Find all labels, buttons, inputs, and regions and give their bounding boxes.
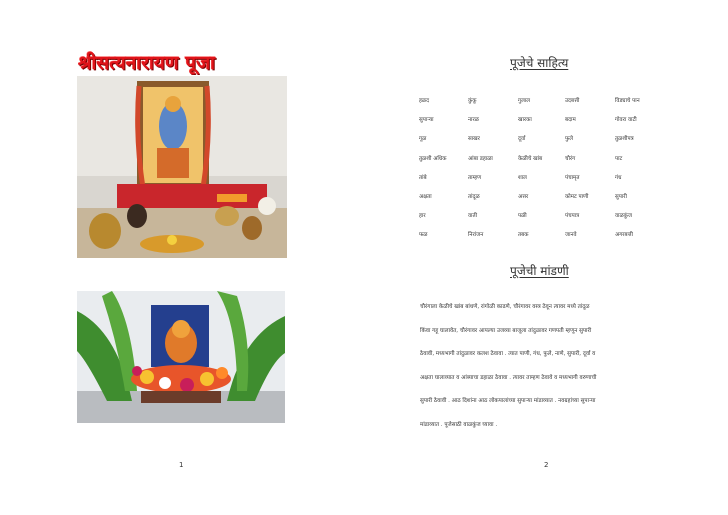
material-item: साखर	[468, 136, 480, 143]
material-item: दूर्वा	[518, 136, 526, 143]
page-title: श्रीसत्यनारायण पूजा	[78, 52, 216, 74]
materials-heading: पूजेचे साहित्य	[510, 56, 569, 70]
material-item: निरांजन	[468, 232, 484, 239]
paragraph-line: किंवा गहू घालावेत, चौरंगावर आपल्या उजव्या बाजूला तांदुळावर गणपती म्हणून सुपारी	[420, 327, 592, 334]
paragraph-line: ठेवावी, मध्यभागी तांदुळावर कलश ठेवावा . त्यात पाणी, गंध, फुले, नाणे, सुपारी, दूर्वा व	[420, 351, 596, 357]
material-item: पळी	[518, 213, 527, 220]
material-item: वाळकुंज	[615, 213, 632, 220]
shrine-photo	[77, 76, 287, 258]
material-item: अक्षता	[419, 193, 432, 200]
material-item: पंचामृत	[565, 174, 580, 181]
page-number: 1	[179, 461, 184, 469]
paragraph-line: सुपारी ठेवावी . आठ दिशांना आठ लोकपालांच्या सुपाऱ्या मांडाव्यात . नवग्रहांच्या सुपाऱ्या	[420, 398, 596, 404]
material-item: वाती	[468, 213, 478, 220]
material-item: तुळशी अधिक	[419, 155, 447, 162]
material-item: बदाम	[565, 117, 576, 124]
material-item: सुपाऱ्या	[419, 117, 434, 124]
material-item: शाल	[518, 174, 527, 181]
material-item: उदबत्ती	[565, 98, 580, 104]
material-item: अत्तर	[518, 193, 529, 200]
materials-list	[419, 96, 679, 250]
ganesha-photo	[77, 291, 285, 423]
material-item: तांदूळ	[468, 193, 480, 200]
material-item: गंध	[615, 174, 622, 181]
material-item: फळ	[419, 232, 428, 239]
material-item: हार	[419, 213, 426, 220]
material-item: हळद	[419, 98, 430, 104]
material-item: गूळ	[419, 136, 427, 143]
paragraph-line: चौरंगाला केळीचे खांब बांधणे, रांगोळी काढणे, चौरंगावर वस्त्र ठेवून त्यावर मध्ये तांदूळ	[420, 304, 590, 310]
material-item: तुळशीपत्र	[615, 136, 634, 143]
material-item: केळीचे खांब	[518, 155, 543, 162]
material-item: गुलाल	[518, 98, 530, 104]
material-item: कुंकू	[468, 98, 477, 104]
material-item: तबक	[518, 232, 529, 239]
page-number: 2	[544, 461, 549, 469]
material-item: सुपारी	[615, 193, 627, 200]
material-item: गोवरा वाटी	[615, 117, 637, 124]
material-item: फुले	[565, 136, 573, 143]
material-item: पाट	[615, 155, 623, 162]
material-item: कोमट पाणी	[565, 193, 589, 200]
material-item: आंबा डहाळा	[468, 155, 493, 162]
material-item: चौरंग	[565, 155, 576, 162]
material-item: जानवे	[565, 232, 577, 239]
material-item: ताम्हण	[468, 174, 482, 181]
material-item: तांबे	[419, 174, 427, 181]
material-item: पंचपात्र	[565, 213, 580, 220]
right-page	[364, 0, 728, 515]
material-item: अगरबत्ती	[615, 232, 633, 239]
material-item: नारळ	[468, 117, 479, 124]
paragraph-line: मांडाव्यात . पूजेसाठी वाळकुंज घ्यावा .	[420, 421, 498, 428]
arrangement-paragraph	[420, 302, 670, 443]
arrangement-heading: पूजेची मांडणी	[510, 264, 569, 278]
paragraph-line: अक्षता घालाव्यात व आंब्याचा डहाळा ठेवावा . त्यावर ताम्हण ठेवावे व मध्यभागी वरुणाची	[420, 374, 597, 381]
material-item: खारका	[518, 117, 532, 124]
material-item: विड्याचे पान	[615, 98, 640, 104]
